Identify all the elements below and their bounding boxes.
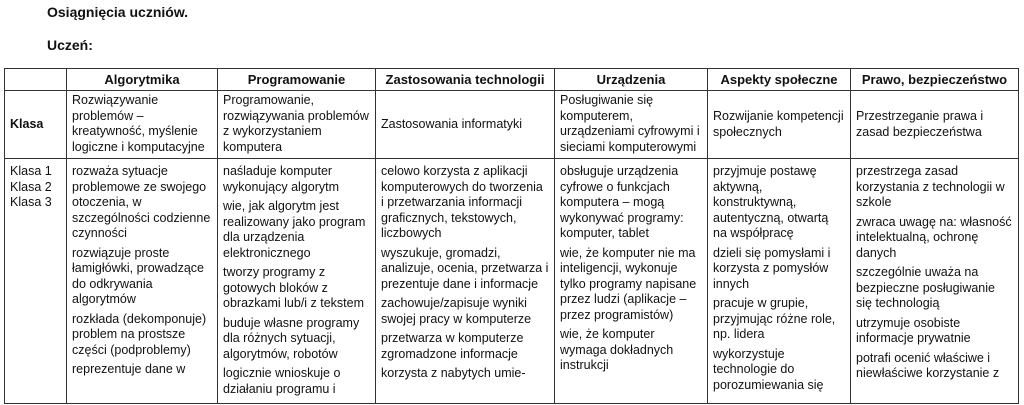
table-cell-algorytmika — [67, 159, 218, 404]
table-cell: Posługiwanie się komputerem, urządzeniami cyfrowymi i sieciami komputerowymi — [555, 91, 708, 159]
list-item: korzysta z nabytych umie- — [381, 366, 526, 380]
list-item: buduje własne programy dla różnych sytuacji, algorytmów, robotów — [223, 315, 360, 361]
list-item: dzieli się pomysłami i korzysta z pomysłów innych — [713, 245, 831, 291]
table-cell-prawo — [851, 159, 1019, 404]
list-item: wykorzystuje technologie do porozumiewania się — [713, 346, 824, 392]
list-item: wie, jak algorytm jest realizowany jako program dla urządzenia elektronicznego — [223, 199, 366, 260]
list-item: wie, że komputer nie ma inteligencji, wykonuje tylko programy napisane przez ludzi (aplikacje – przez programistów) — [560, 245, 697, 322]
table-cell-urzadzenia — [555, 159, 708, 404]
table-cell: Przestrzeganie prawa i zasad bezpieczeństwa — [851, 91, 1019, 159]
table-cell: Programowanie, rozwiązywania problemów z wykorzystaniem komputera — [218, 91, 376, 159]
list-item: przyjmuje postawę aktywną, konstruktywną, autentyczną, otwartą na współpracę — [713, 164, 829, 240]
list-item: obsługuje urządzenia cyfrowe o funkcjach komputera – mogą wykonywać programy: komputer, tablet — [560, 164, 684, 240]
header-cell-prawo: Prawo, bezpieczeństwo — [851, 69, 1019, 91]
table-cell: Rozwiązywanie problemów – kreatywność, myślenie logiczne i komputacyjne — [67, 91, 218, 159]
list-item: wyszukuje, gromadzi, analizuje, ocenia, przetwarza i prezentuje dane i informacje — [381, 245, 549, 291]
row-label: Klasa — [5, 91, 67, 159]
list-item: wie, że komputer wymaga dokładnych instrukcji — [560, 327, 674, 372]
list-item: logicznie wnioskuje o działaniu programu i — [223, 366, 341, 396]
row-label-classes — [5, 159, 67, 404]
table-row-klasa — [5, 91, 1019, 159]
list-item: zwraca uwagę na: własność intelektualną, ochronę danych — [856, 214, 1012, 260]
list-item: reprezentuje dane w — [72, 362, 186, 376]
list-item: zachowuje/zapisuje wyniki swojej pracy w komputerze — [381, 296, 532, 326]
header-cell-empty — [5, 69, 67, 91]
table-cell-programowanie — [218, 159, 376, 404]
list-item: tworzy programy z gotowych bloków z obrazkami lub/i z tekstem — [223, 265, 365, 310]
header-row — [5, 69, 1019, 91]
list-item: rozważa sytuacje problemowe ze swojego otoczenia, w szczególności codzienne czynności — [72, 164, 211, 240]
list-item: pracuje w grupie, przyjmując różne role, np. lidera — [713, 296, 836, 341]
table-cell-zastosowania — [376, 159, 555, 404]
achievements-table — [4, 68, 1019, 404]
list-item: utrzymuje osobiste informacje prywatnie — [856, 315, 971, 345]
header-cell-algorytmika: Algorytmika — [67, 69, 218, 91]
table-row-classes — [5, 159, 1019, 404]
list-item: przetwarza w komputerze zgromadzone informacje — [381, 331, 524, 361]
list-item: rozwiązuje proste łamigłówki, prowadzące do odkrywania algorytmów — [72, 245, 205, 306]
table-cell-aspekty — [708, 159, 851, 404]
table-cell: Zastosowania informatyki — [376, 91, 555, 159]
list-item: celowo korzysta z aplikacji komputerowych do tworzenia i przetwarzania informacji graficznych, tekstowych, liczbowych — [381, 164, 543, 240]
page-title: Osiągnięcia uczniów. — [47, 4, 189, 20]
page-subtitle: Uczeń: — [47, 37, 93, 53]
class-label: Klasa 2 — [10, 179, 52, 194]
class-label: Klasa 1 — [10, 164, 52, 178]
header-cell-urzadzenia: Urządzenia — [555, 69, 708, 91]
list-item: potrafi ocenić właściwe i niewłaściwe korzystanie z — [856, 350, 1000, 380]
class-label: Klasa 3 — [10, 195, 52, 209]
list-item: szczególnie uważa na bezpieczne posługiwanie się technologią — [856, 265, 995, 310]
list-item: rozkłada (dekomponuje) problem na prostsze części (podproblemy) — [72, 311, 207, 357]
header-cell-zastosowania: Zastosowania technologii — [376, 69, 555, 91]
header-cell-programowanie: Programowanie — [218, 69, 376, 91]
list-item: przestrzega zasad korzystania z technologii w szkole — [856, 164, 1005, 209]
table-cell: Rozwijanie kompetencji społecznych — [708, 91, 851, 159]
header-cell-aspekty: Aspekty społeczne — [708, 69, 851, 91]
list-item: naśladuje komputer wykonujący algorytm — [223, 164, 340, 194]
